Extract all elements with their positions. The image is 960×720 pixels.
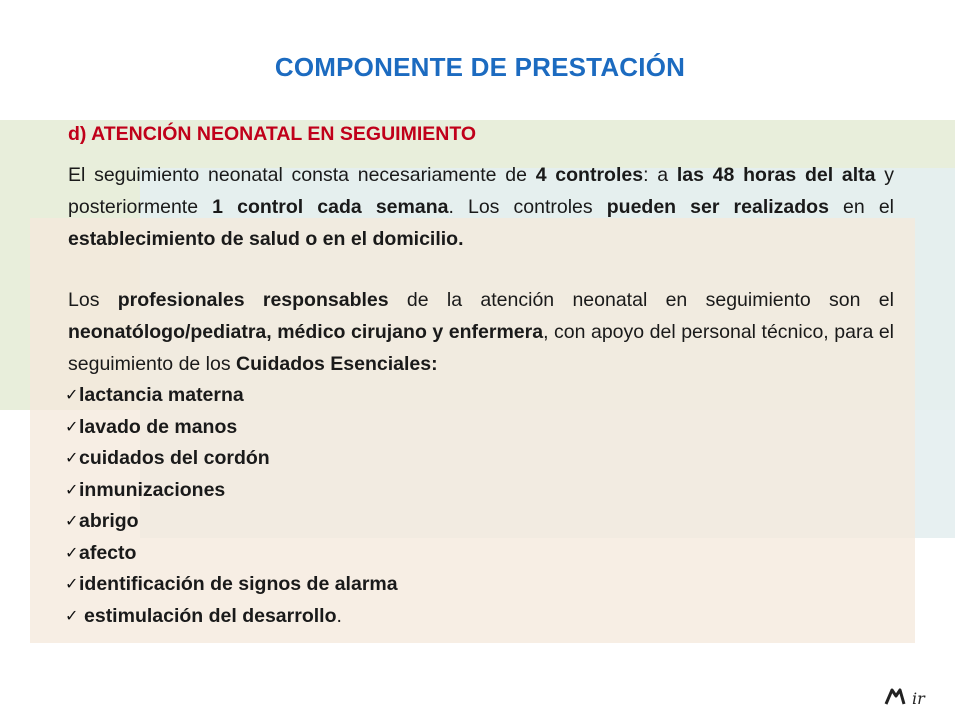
checklist-item-label: inmunizaciones [79,478,226,501]
item-suffix: . [336,604,342,627]
paragraph-professionals [68,284,894,380]
checklist-item-label: afecto [79,541,137,564]
checklist-item-label: identificación de signos de alarma [79,573,398,595]
checkmark-icon: ✓ [65,481,79,499]
text: en el [828,196,895,218]
checklist-item [65,538,894,570]
checklist-item [65,380,894,412]
checklist-item-label: estimulación del desarrollo [84,604,337,627]
slide-title: COMPONENTE DE PRESTACIÓN [274,52,686,82]
text: de la atención neonatal en seguimiento son el [388,289,894,311]
checklist-item [65,443,894,475]
text: . Los controles [448,196,607,218]
logo-icon [882,682,942,710]
checklist-item [65,569,894,601]
text: : a [643,164,677,186]
checklist-item [65,601,894,633]
text: Los [68,289,118,311]
checklist-item-label: lavado de manos [79,415,238,438]
checklist-item-label: cuidados del cordón [79,447,270,469]
checklist-item-label: abrigo [79,510,139,532]
bold-text: establecimiento de salud o en el domicilio. [68,228,464,250]
checkmark-icon: ✓ [65,544,79,562]
checkmark-icon: ✓ [65,387,79,404]
checkmark-icon: ✓ [65,607,79,625]
checklist-item [65,475,894,507]
checkmark-icon: ✓ [65,513,79,530]
bold-text: pueden ser realizados [606,196,829,218]
checklist-item [65,412,894,444]
bold-text: neonatólogo/pediatra, médico cirujano y enfermera [68,321,544,343]
checkmark-icon: ✓ [65,450,79,467]
slide-content [65,121,895,632]
text: , con apoyo del personal técnico, para el seguimiento de los [68,321,894,375]
bold-text: 4 controles [535,164,644,186]
paragraph-controls [68,159,894,255]
bold-text: Cuidados Esenciales: [236,353,438,375]
section-subtitle: d) ATENCIÓN NEONATAL EN SEGUIMIENTO [68,123,477,145]
checklist-item-label: lactancia materna [79,384,244,406]
checkmark-icon: ✓ [65,576,79,593]
checklist-item [65,506,894,538]
text: El seguimiento neonatal consta necesariamente de [68,164,536,186]
bold-text: 1 control cada semana [212,196,449,218]
logo-text: ir [912,689,925,708]
essential-care-list [65,380,894,632]
bold-text: profesionales responsables [117,289,389,311]
bold-text: las 48 horas del alta [676,164,876,186]
checkmark-icon: ✓ [65,418,79,436]
text: y posteriormente [68,164,894,218]
